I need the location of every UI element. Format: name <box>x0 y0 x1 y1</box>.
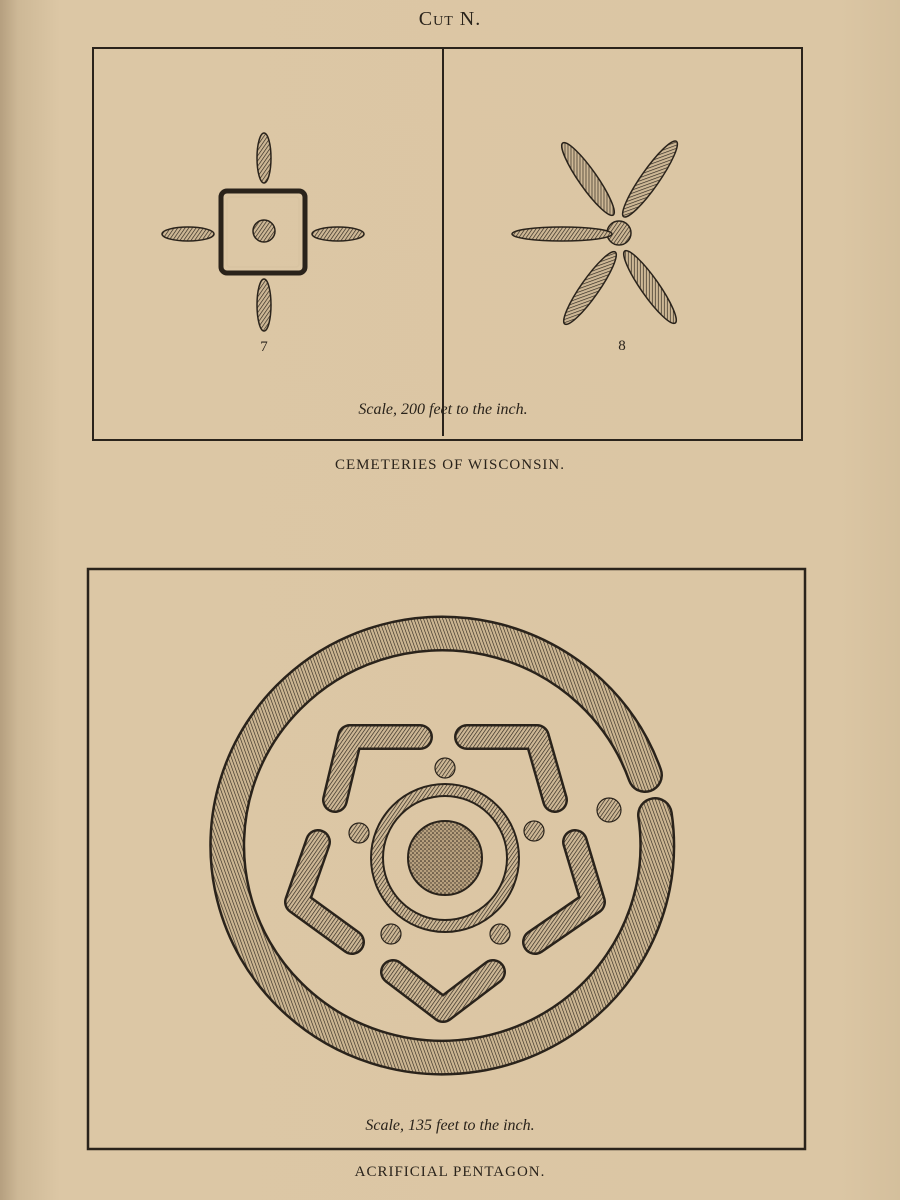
top-plate-caption: CEMETERIES OF WISCONSIN. <box>335 457 565 473</box>
central-mound <box>408 821 482 895</box>
bottom-plate-caption: ACRIFICIAL PENTAGON. <box>354 1164 546 1180</box>
bottom-scale-label: Scale, 135 feet to the inch. <box>365 1117 535 1134</box>
top-plate <box>93 48 802 440</box>
figure-number-7: 7 <box>260 339 268 355</box>
mound-figure-7 <box>162 133 364 331</box>
top-scale-label: Scale, 200 feet to the inch. <box>358 401 528 418</box>
bottom-plate <box>88 569 805 1149</box>
top-plate-frame <box>93 48 802 440</box>
figure-number-8: 8 <box>618 338 626 354</box>
mound-figure-8 <box>512 136 684 329</box>
page-title: Cut N. <box>418 8 482 30</box>
